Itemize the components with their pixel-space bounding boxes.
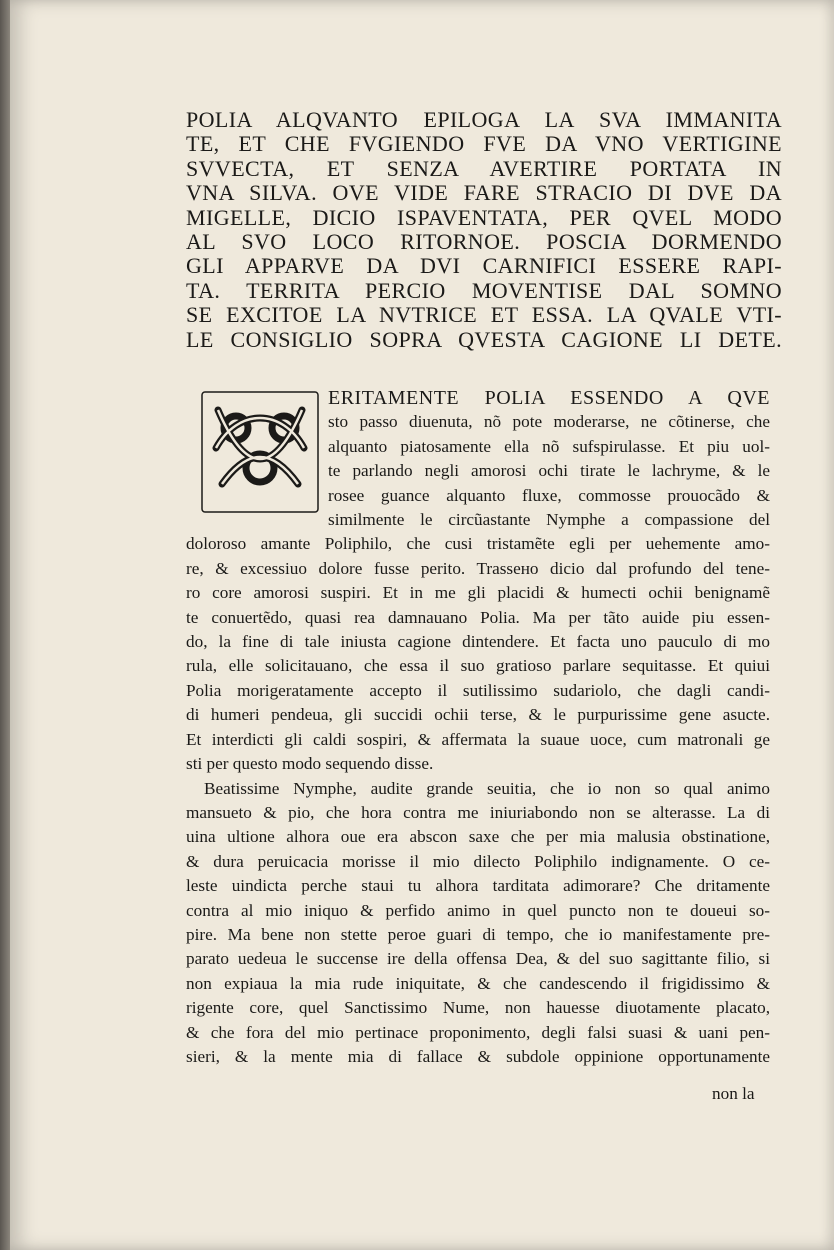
catchword: non la bbox=[712, 1084, 755, 1103]
text-line: te conuertẽdo, quasi rea damnauano Polia. Ma per tãto auide piu essen- bbox=[186, 607, 770, 627]
text-line: mansueto & pio, che hora contra me iniuriabondo non se alterasse. La di bbox=[186, 802, 770, 822]
rubric-line: VNA SILVA. OVE VIDE FARE STRACIO DI DVE DA bbox=[186, 180, 782, 206]
rubric-line: AL SVO LOCO RITORNOE. POSCIA DORMENDO bbox=[186, 229, 782, 255]
text-line: doloroso amante Poliphilo, che cusi tristamẽte egli per uehemente amo- bbox=[186, 534, 770, 554]
rubric-line: TA. TERRITA PERCIO MOVENTISE DAL SOMNO bbox=[186, 277, 782, 303]
text-line: re, & excessiuo dolore fusse perito. Trassено dicio dal profundo del tene- bbox=[186, 558, 770, 578]
text-line: rigente core, quel Sanctissimo Nume, non hauesse diuotamente placato, bbox=[186, 998, 770, 1018]
first-line: ERITAMENTE POLIA ESSENDO A QVE bbox=[328, 387, 770, 409]
text-line: parato uedeua le succense ire della offensa Dea, & del suo sagittante filio, si bbox=[186, 949, 770, 969]
text-line: leste uindicta perche staui tu alhora tarditata adimorare? Che dritamente bbox=[186, 876, 770, 896]
text-line: Polia morigeratamente accepto il sutilissimo sudariolo, che dagli candi- bbox=[186, 680, 770, 700]
text-line: sto passo diuenuta, nõ pote moderarse, ne cõtinerse, che bbox=[328, 412, 770, 432]
text-line: do, la fine di tale iniusta cagione dintendere. Et facta uno pauculo di mo bbox=[186, 632, 770, 652]
text-line: pire. Ma bene non stette peroe guari di tempo, che io manifestamente pre- bbox=[186, 924, 770, 944]
rubric-line: SVVECTA, ET SENZA AVERTIRE PORTATA IN bbox=[186, 155, 782, 181]
text-line: similmente le circũastante Nymphe a compassione del bbox=[328, 510, 770, 530]
chapter-rubric bbox=[186, 108, 782, 352]
text-line: Et interdicti gli caldi sospiri, & affermata la suaue uoce, cum matronali ge bbox=[186, 729, 770, 749]
rubric-line: MIGELLE, DICIO ISPAVENTATA, PER QVEL MODO bbox=[186, 204, 782, 230]
book-spine-shadow bbox=[0, 0, 10, 1250]
text-line: & che fora del mio pertinace proponimento, degli falsi suasi & uani pen- bbox=[186, 1022, 770, 1042]
paragraph-start: Beatissime Nymphe, audite grande seuitia, che io non so qual animo bbox=[204, 778, 770, 798]
text-line: di humeri pendeua, gli succidi ochii terse, & le purpurissime gene asucte. bbox=[186, 705, 770, 725]
rubric-line: LE CONSIGLIO SOPRA QVESTA CAGIONE LI DETE. bbox=[186, 326, 782, 352]
text-line: uina ultione alhora oue era abscon saxe che per mia malusia obstinatione, bbox=[186, 827, 770, 847]
text-line: sieri, & la mente mia di fallace & subdole oppinione opportunamente bbox=[186, 1046, 770, 1066]
text-line: contra al mio iniquo & perfido animo in quel puncto non te doueui so- bbox=[186, 900, 770, 920]
rubric-line: TE, ET CHE FVGIENDO FVE DA VNO VERTIGINE bbox=[186, 131, 782, 157]
rubric-line: GLI APPARVE DA DVI CARNIFICI ESSERE RAPI- bbox=[186, 253, 782, 279]
text-line: alquanto piatosamente ella nõ sufspirulasse. Et piu uol- bbox=[328, 436, 770, 456]
text-line: non expiaua la mia rude iniquitate, & che candescendo il frigidissimo & bbox=[186, 973, 770, 993]
text-line: te parlando negli amorosi ochi tirate le lachryme, & le bbox=[328, 461, 770, 481]
text-line: & dura peruicacia morisse il mio dilecto Poliphilo indignamente. O ce- bbox=[186, 851, 770, 871]
body-text bbox=[186, 386, 770, 1069]
text-line: ro core amorosi suspiri. Et in me gli placidi & humecti ochii benignamẽ bbox=[186, 583, 770, 603]
rubric-line: SE EXCITOE LA NVTRICE ET ESSA. LA QVALE VTI- bbox=[186, 302, 782, 328]
text-line: sti per questo modo sequendo disse. bbox=[186, 754, 434, 774]
text-line: rula, elle solicitauano, che essa il suo gratioso parlare sequitasse. Et quiui bbox=[186, 656, 770, 676]
text-line: rosee guance alquanto fluxe, commosse prouocãdo & bbox=[328, 485, 770, 505]
rubric-line: POLIA ALQVANTO EPILOGA LA SVA IMMANITA bbox=[186, 107, 782, 132]
